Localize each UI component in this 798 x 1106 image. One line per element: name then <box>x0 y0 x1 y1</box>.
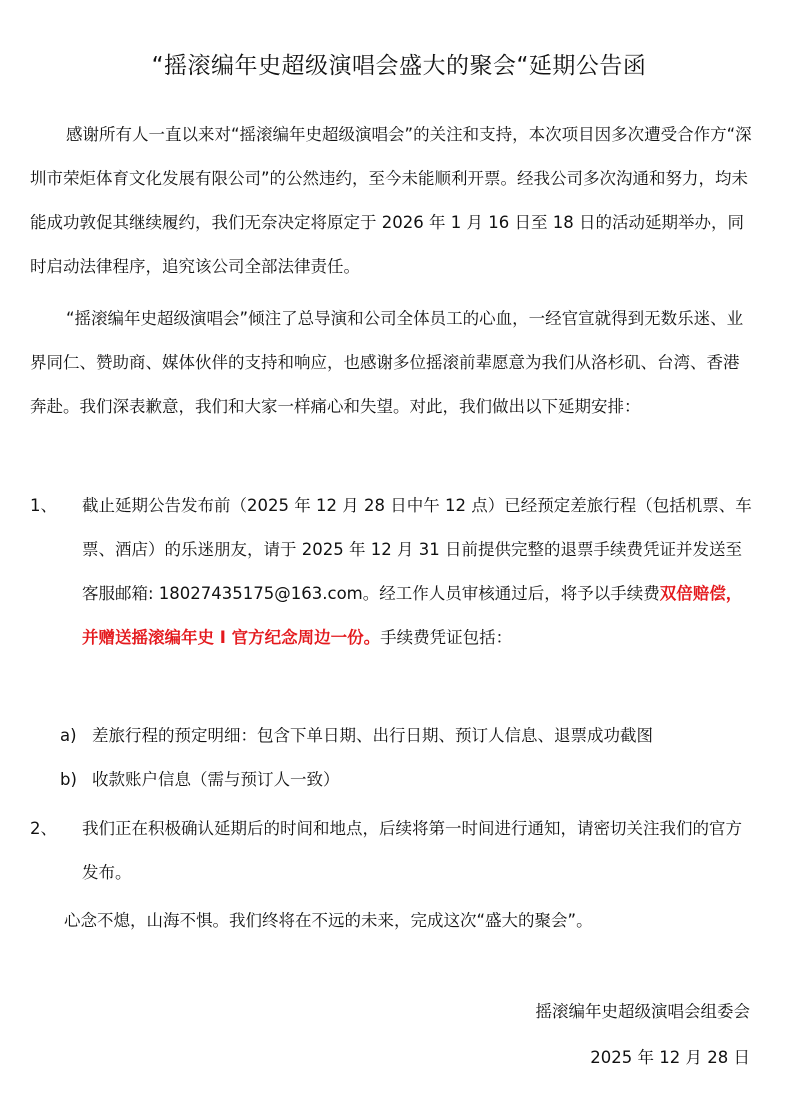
compensation-highlight: 双倍赔偿，并赠送摇滚编年史 I 官方纪念周边一份。 <box>82 584 743 647</box>
signature-organization: 摇滚编年史超级演唱会组委会 <box>535 1002 750 1021</box>
signature-date: 2025 年 12 月 28 日 <box>590 1048 750 1067</box>
sub-item-label: b) <box>60 770 77 789</box>
list-item-text <box>82 484 752 660</box>
closing-line: 心念不熄，山海不惧。我们终将在不远的未来，完成这次“盛大的聚会”。 <box>64 911 593 930</box>
sub-item-text: 差旅行程的预定明细：包含下单日期、出行日期、预订人信息、退票成功截图 <box>92 726 653 745</box>
list-item-number: 2、 <box>30 819 57 838</box>
intro-paragraph: 感谢所有人一直以来对“摇滚编年史超级演唱会”的关注和支持，本次项目因多次遭受合作方“深圳市荣炬体育文化发展有限公司”的公然违约，至今未能顺利开票。经我公司多次沟通和努力，均未能成功敦促其继续履约，我们无奈决定将原定于 2026 年 1 月 16 日至 18 日的活动延期举办，同时启动法律程序，追究该公司全部法律责任。 <box>30 125 752 276</box>
sub-item-text: 收款账户信息（需与预订人一致） <box>92 770 340 789</box>
item-text-before: 截止延期公告发布前（2025 年 12 月 28 日中午 12 点）已经预定差旅行程（包括机票、车票、酒店）的乐迷朋友，请于 2025 年 12 月 31 日前提供完整的退票手续费凭证并发送至客服邮箱: 18027435175@163.com。经工作人员审核通过后，将予以手续费 <box>82 496 752 603</box>
support-paragraph: “摇滚编年史超级演唱会”倾注了总导演和公司全体员工的心血，一经官宣就得到无数乐迷、业界同仁、赞助商、媒体伙伴的支持和响应，也感谢多位摇滚前辈愿意为我们从洛杉矶、台湾、香港奔赴。我们深表歉意，我们和大家一样痛心和失望。对此，我们做出以下延期安排： <box>30 309 744 416</box>
item-text-after: 手续费凭证包括： <box>380 628 513 647</box>
list-item-number: 1、 <box>30 496 57 515</box>
list-item-text: 我们正在积极确认延期后的时间和地点，后续将第一时间进行通知，请密切关注我们的官方发布。 <box>82 819 742 882</box>
document-title: “摇滚编年史超级演唱会盛大的聚会“延期公告函 <box>151 53 647 79</box>
sub-item-label: a) <box>60 726 77 745</box>
